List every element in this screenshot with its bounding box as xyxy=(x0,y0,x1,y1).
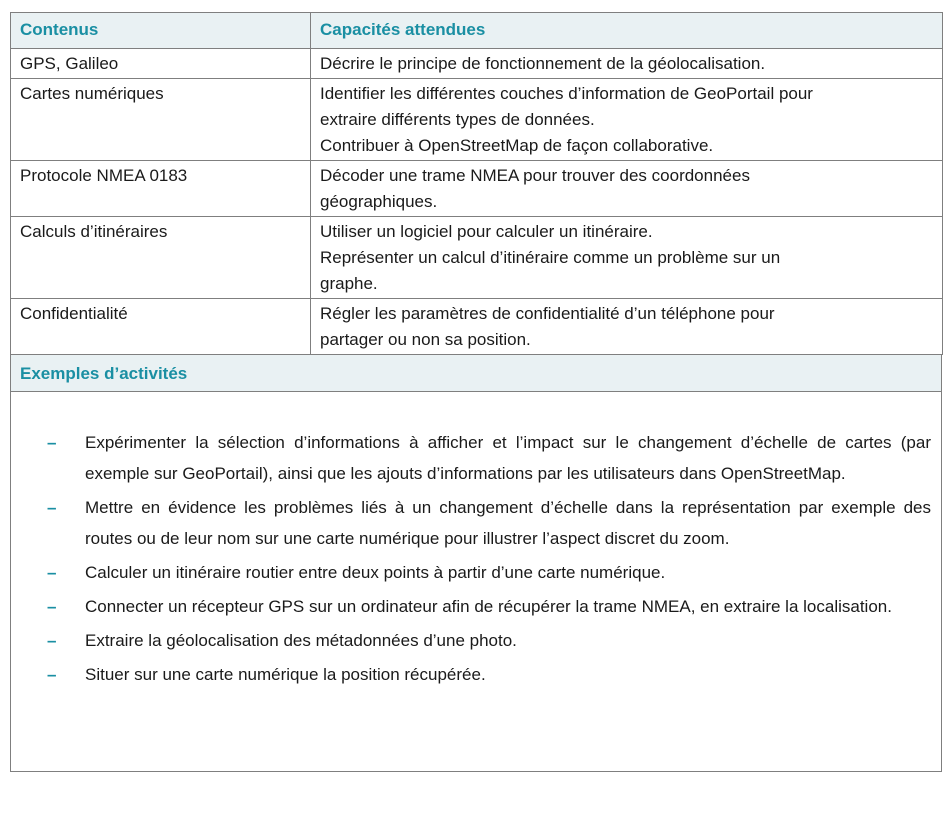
examples-section xyxy=(10,355,942,772)
activities-list xyxy=(11,427,941,693)
table-row xyxy=(11,161,943,217)
row-content: Confidentialité xyxy=(11,299,311,355)
capacity-line: graphe. xyxy=(320,274,378,293)
list-item xyxy=(11,591,941,622)
capacity-line: Contribuer à OpenStreetMap de façon collaborative. xyxy=(320,136,714,155)
dash-bullet-icon: – xyxy=(47,433,57,452)
dash-bullet-icon: – xyxy=(47,631,57,650)
activity-text: Expérimenter la sélection d’informations à afficher et l’impact sur le changement d’échelle de cartes (par exemple sur GeoPortail), ainsi que les ajouts d’informations par les utilisateurs dans OpenStreetMap. xyxy=(85,433,931,483)
row-capacities xyxy=(311,217,943,299)
table-row xyxy=(11,79,943,161)
table-row xyxy=(11,49,943,79)
activity-text: Calculer un itinéraire routier entre deux points à partir d’une carte numérique. xyxy=(85,563,666,582)
row-capacities xyxy=(311,161,943,217)
header-capacities: Capacités attendues xyxy=(311,13,943,49)
list-item xyxy=(11,492,941,554)
capacities-table xyxy=(10,12,943,355)
table-row xyxy=(11,217,943,299)
row-content: Cartes numériques xyxy=(11,79,311,161)
activity-text: Situer sur une carte numérique la position récupérée. xyxy=(85,665,486,684)
capacity-line: Décoder une trame NMEA pour trouver des coordonnées xyxy=(320,166,750,185)
dash-bullet-icon: – xyxy=(47,563,57,582)
list-item xyxy=(11,659,941,690)
capacity-line: extraire différents types de données. xyxy=(320,110,595,129)
capacity-line: Régler les paramètres de confidentialité d’un téléphone pour xyxy=(320,304,775,323)
row-capacities xyxy=(311,299,943,355)
dash-bullet-icon: – xyxy=(47,665,57,684)
list-item xyxy=(11,557,941,588)
capacity-line: géographiques. xyxy=(320,192,438,211)
table-header-row xyxy=(11,13,943,49)
row-content: Protocole NMEA 0183 xyxy=(11,161,311,217)
examples-title: Exemples d’activités xyxy=(11,355,941,392)
capacity-line: Utiliser un logiciel pour calculer un itinéraire. xyxy=(320,222,653,241)
curriculum-document xyxy=(10,12,942,772)
activity-text: Connecter un récepteur GPS sur un ordinateur afin de récupérer la trame NMEA, en extraire la localisation. xyxy=(85,597,892,616)
capacity-line: partager ou non sa position. xyxy=(320,330,531,349)
activity-text: Mettre en évidence les problèmes liés à un changement d’échelle dans la représentation par exemple des routes ou de leur nom sur une carte numérique pour illustrer l’aspect discret du zoom. xyxy=(85,498,931,548)
capacity-line: Décrire le principe de fonctionnement de la géolocalisation. xyxy=(320,54,766,73)
row-capacities xyxy=(311,79,943,161)
row-content: GPS, Galileo xyxy=(11,49,311,79)
row-capacities xyxy=(311,49,943,79)
capacity-line: Représenter un calcul d’itinéraire comme un problème sur un xyxy=(320,248,781,267)
list-item xyxy=(11,427,941,489)
capacity-line: Identifier les différentes couches d’information de GeoPortail pour xyxy=(320,84,813,103)
header-contents: Contenus xyxy=(11,13,311,49)
row-content: Calculs d’itinéraires xyxy=(11,217,311,299)
table-row xyxy=(11,299,943,355)
list-item xyxy=(11,625,941,656)
activity-text: Extraire la géolocalisation des métadonnées d’une photo. xyxy=(85,631,517,650)
dash-bullet-icon: – xyxy=(47,498,57,517)
dash-bullet-icon: – xyxy=(47,597,57,616)
